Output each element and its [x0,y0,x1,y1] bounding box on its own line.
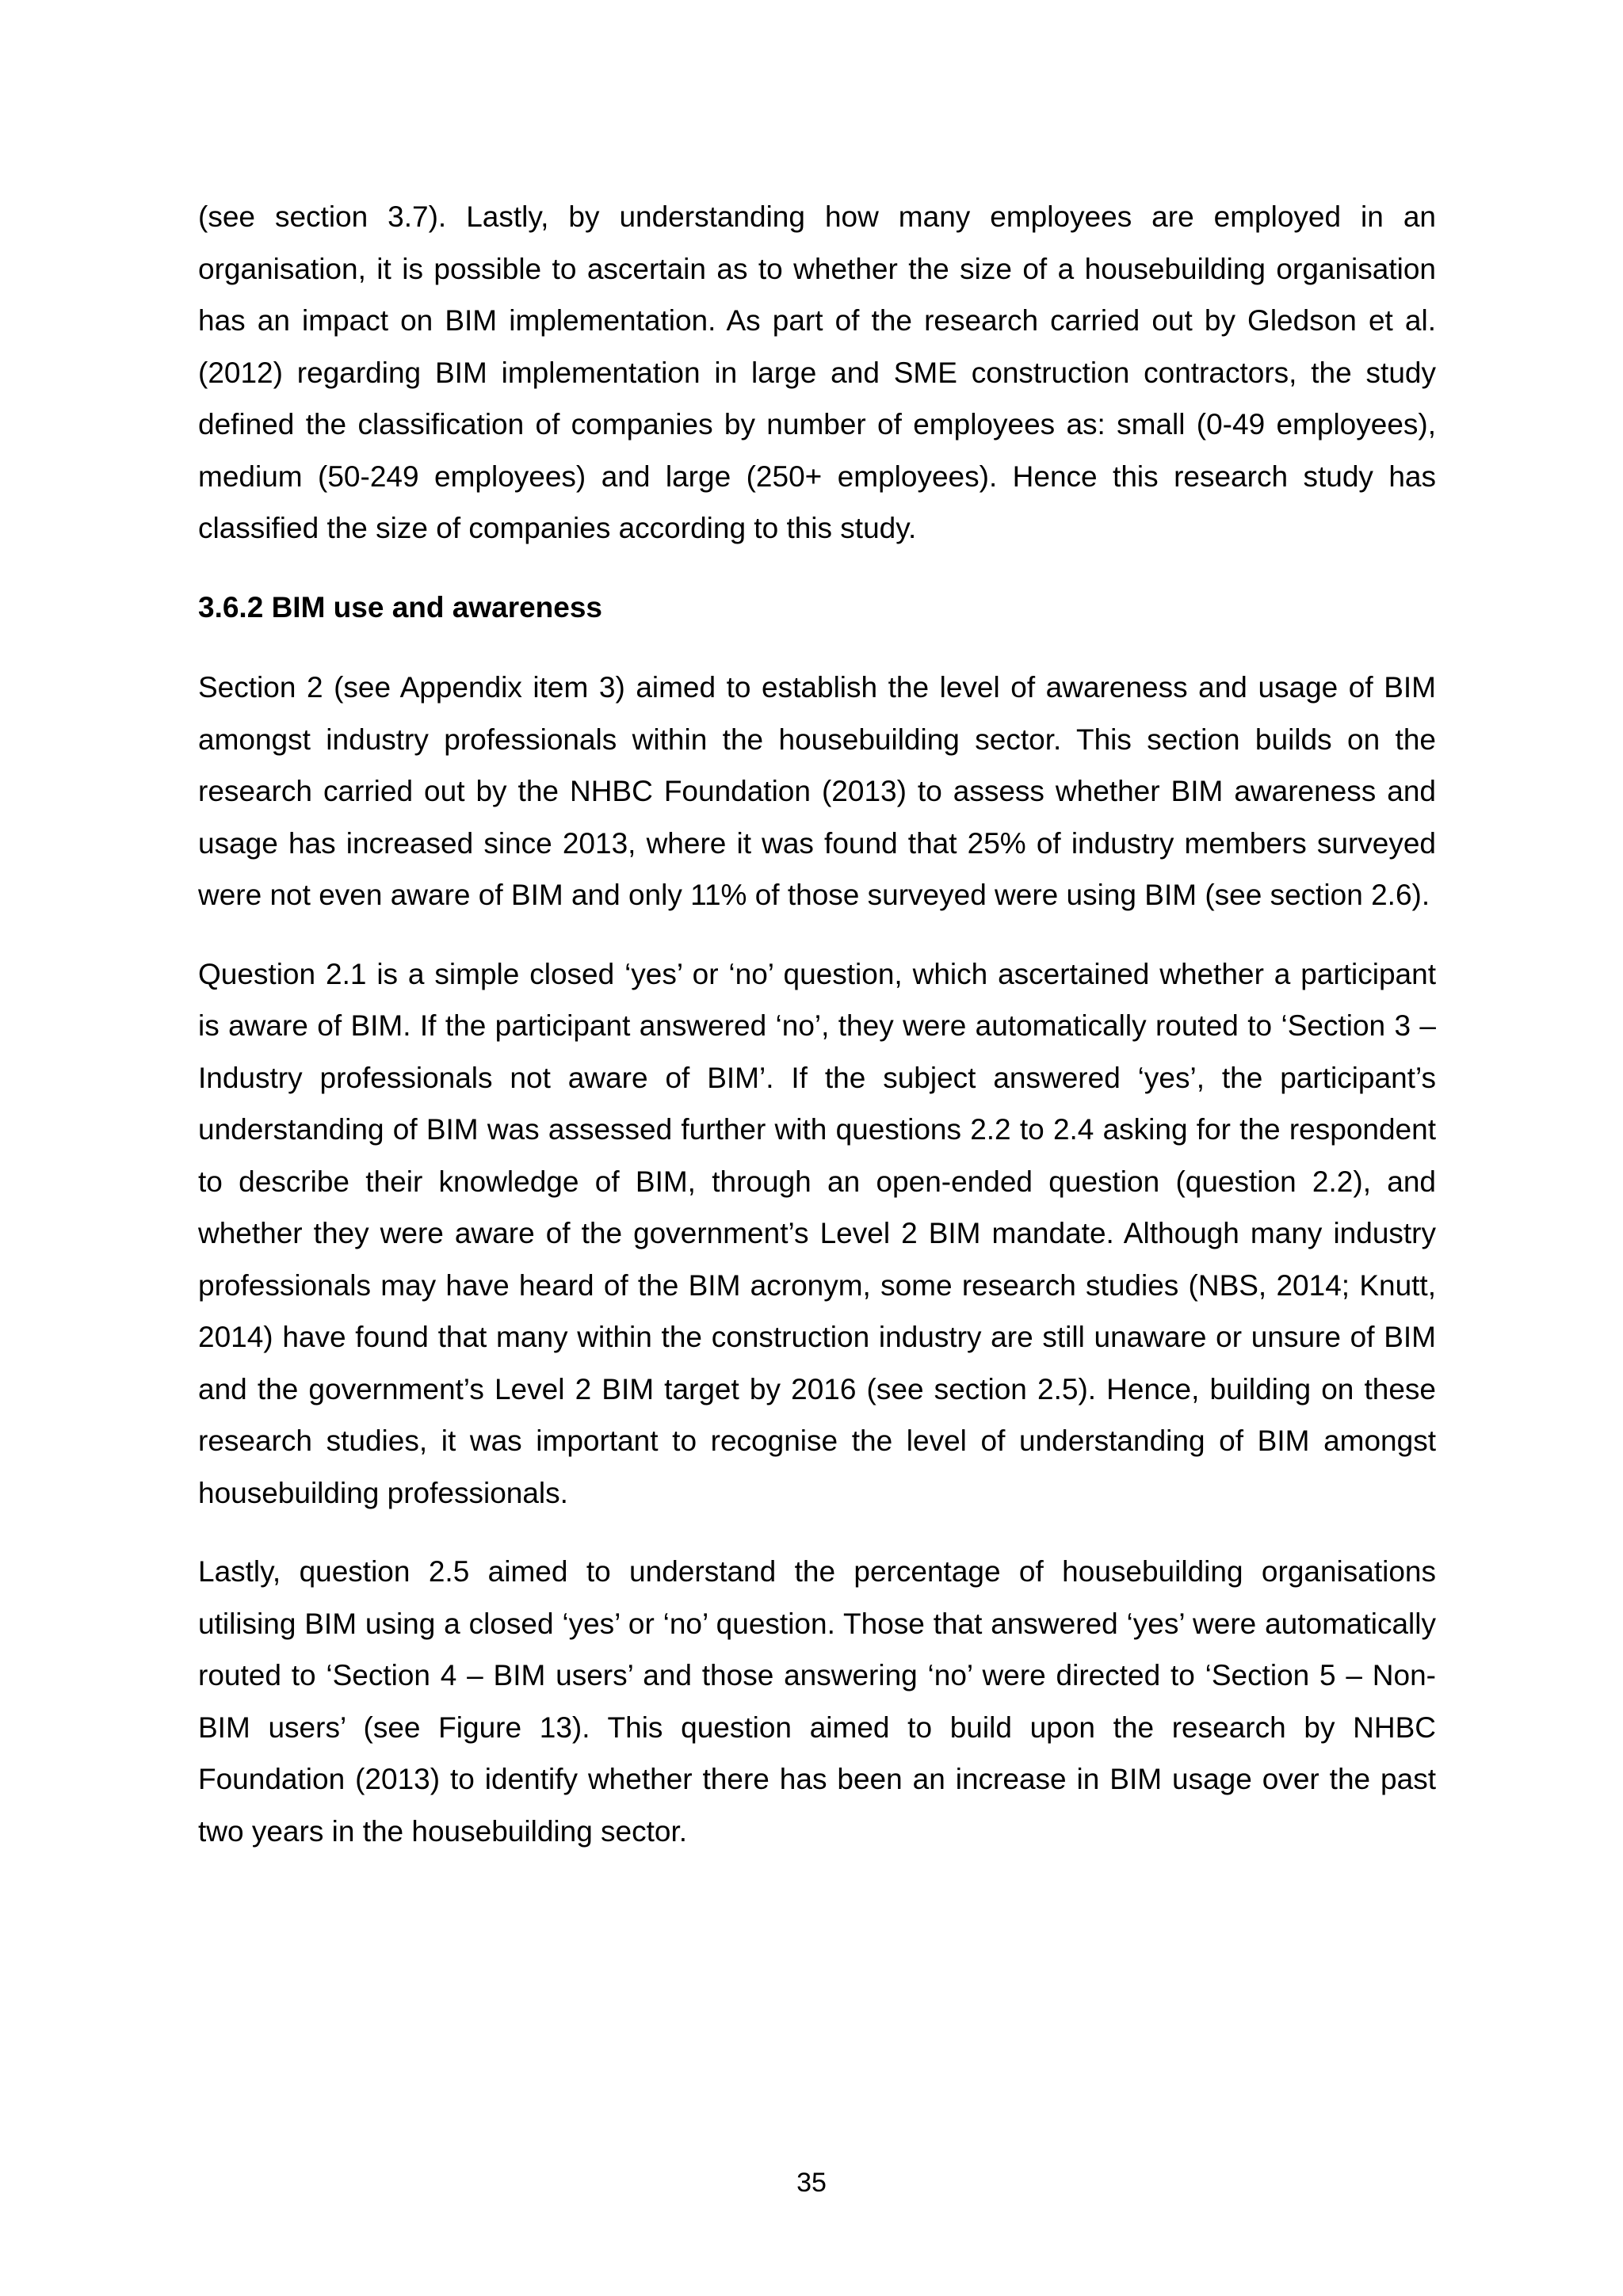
body-paragraph-3: Question 2.1 is a simple closed ‘yes’ or ‘no’ question, which ascertained whether a participant is aware of BIM. If the participant answered ‘no’, they were automatically routed to ‘Section 3 – Industry professionals not aware of BIM’. If the subject answered ‘yes’, the participant’s understanding of BIM was assessed further with questions 2.2 to 2.4 asking for the respondent to describe their knowledge of BIM, through an open-ended question (question 2.2), and whether they were aware of the government’s Level 2 BIM mandate. Although many industry professionals may have heard of the BIM acronym, some research studies (NBS, 2014; Knutt, 2014) have found that many within the construction industry are still unaware or unsure of BIM and the government’s Level 2 BIM target by 2016 (see section 2.5). Hence, building on these research studies, it was important to recognise the level of understanding of BIM amongst housebuilding professionals. [198,957,1436,1509]
section-heading: 3.6.2 BIM use and awareness [198,590,603,624]
body-paragraph-4: Lastly, question 2.5 aimed to understand the percentage of housebuilding organisations utilising BIM using a closed ‘yes’ or ‘no’ question. Those that answered ‘yes’ were automatically routed to ‘Section 4 – BIM users’ and those answering ‘no’ were directed to ‘Section 5 – Non-BIM users’ (see Figure 13). This question aimed to build upon the research by NHBC Foundation (2013) to identify whether there has been an increase in BIM usage over the past two years in the housebuilding sector. [198,1555,1436,1848]
page-number: 35 [796,2168,827,2198]
body-paragraph-1: (see section 3.7). Lastly, by understanding how many employees are employed in an organisation, it is possible to ascertain as to whether the size of a housebuilding organisation has an impact on BIM implementation. As part of the research carried out by Gledson et al. (2012) regarding BIM implementation in large and SME construction contractors, the study defined the classification of companies by number of employees as: small (0-49 employees), medium (50-249 employees) and large (250+ employees). Hence this research study has classified the size of companies according to this study. [198,200,1436,544]
body-paragraph-2: Section 2 (see Appendix item 3) aimed to establish the level of awareness and usage of BIM amongst industry professionals within the housebuilding sector. This section builds on the research carried out by the NHBC Foundation (2013) to assess whether BIM awareness and usage has increased since 2013, where it was found that 25% of industry members surveyed were not even aware of BIM and only 11% of those surveyed were using BIM (see section 2.6). [198,671,1436,911]
page-body [198,191,1436,1884]
